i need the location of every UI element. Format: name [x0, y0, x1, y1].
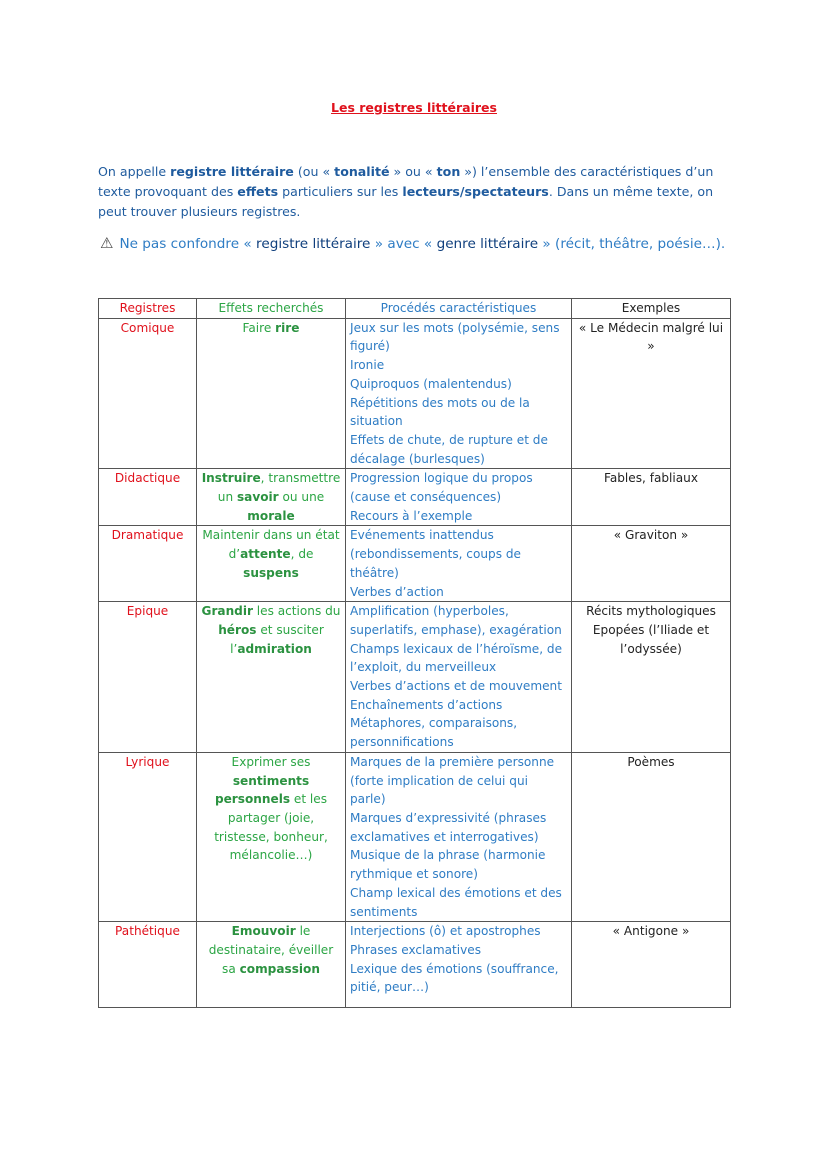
- procedes-cell: Marques de la première personne (forte implication de celui qui parle) Marques d’expressivité (phrases exclamatives et interrogatives) Musique de la phrase (harmonie rythmique et sonore) Champ lexical des émotions et des sentiments: [346, 752, 572, 921]
- table-header-row: [99, 299, 731, 319]
- effect-cell: Emouvoir le destinataire, éveiller sa compassion: [197, 922, 346, 1008]
- effect-cell: Faire rire: [197, 318, 346, 469]
- table-row: [99, 602, 731, 753]
- example-cell: Fables, fabliaux: [572, 469, 731, 526]
- register-cell: Dramatique: [99, 526, 197, 602]
- example-cell: « Graviton »: [572, 526, 731, 602]
- register-cell: Epique: [99, 602, 197, 753]
- register-cell: Lyrique: [99, 752, 197, 921]
- procedes-cell: Evénements inattendus (rebondissements, coups de théâtre) Verbes d’action: [346, 526, 572, 602]
- header-registres: Registres: [99, 299, 197, 319]
- example-cell: « Le Médecin malgré lui »: [572, 318, 731, 469]
- effect-cell: Maintenir dans un état d’attente, de suspens: [197, 526, 346, 602]
- register-cell: Pathétique: [99, 922, 197, 1008]
- procedes-cell: Amplification (hyperboles, superlatifs, emphase), exagération Champs lexicaux de l’héroïsme, de l’exploit, du merveilleux Verbes d’actions et de mouvement Enchaînements d’actions Métaphores, comparaisons, personnifications: [346, 602, 572, 753]
- procedes-cell: Progression logique du propos (cause et conséquences) Recours à l’exemple: [346, 469, 572, 526]
- table-row: [99, 526, 731, 602]
- effect-cell: Grandir les actions du héros et susciter l’admiration: [197, 602, 346, 753]
- table-row: [99, 752, 731, 921]
- table-row: [99, 922, 731, 1008]
- effect-cell: Instruire, transmettre un savoir ou une morale: [197, 469, 346, 526]
- header-procedes: Procédés caractéristiques: [346, 299, 572, 319]
- warning-note: ⚠ Ne pas confondre « registre littéraire » avec « genre littéraire » (récit, théâtre, poésie…).: [100, 234, 726, 252]
- example-cell: « Antigone »: [572, 922, 731, 1008]
- procedes-cell: Jeux sur les mots (polysémie, sens figuré) Ironie Quiproquos (malentendus) Répétitions des mots ou de la situation Effets de chute, de rupture et de décalage (burlesques): [346, 318, 572, 469]
- register-cell: Comique: [99, 318, 197, 469]
- header-exemples: Exemples: [572, 299, 731, 319]
- warning-icon: ⚠: [100, 234, 114, 252]
- registres-table: [98, 298, 731, 1008]
- header-effets: Effets recherchés: [197, 299, 346, 319]
- example-cell: Poèmes: [572, 752, 731, 921]
- example-cell: Récits mythologiques Epopées (l’Iliade et l’odyssée): [572, 602, 731, 753]
- table-row: [99, 318, 731, 469]
- page-title: Les registres littéraires: [331, 100, 497, 115]
- procedes-cell: Interjections (ô) et apostrophes Phrases exclamatives Lexique des émotions (souffrance, pitié, peur…): [346, 922, 572, 1008]
- intro-paragraph: On appelle registre littéraire (ou « tonalité » ou « ton ») l’ensemble des caractéristiques d’un texte provoquant des effets particuliers sur les lecteurs/spectateurs. Dans un même texte, on peut trouver plusieurs registres.: [98, 164, 714, 219]
- table-row: [99, 469, 731, 526]
- effect-cell: Exprimer ses sentiments personnels et les partager (joie, tristesse, bonheur, mélancolie…): [197, 752, 346, 921]
- register-cell: Didactique: [99, 469, 197, 526]
